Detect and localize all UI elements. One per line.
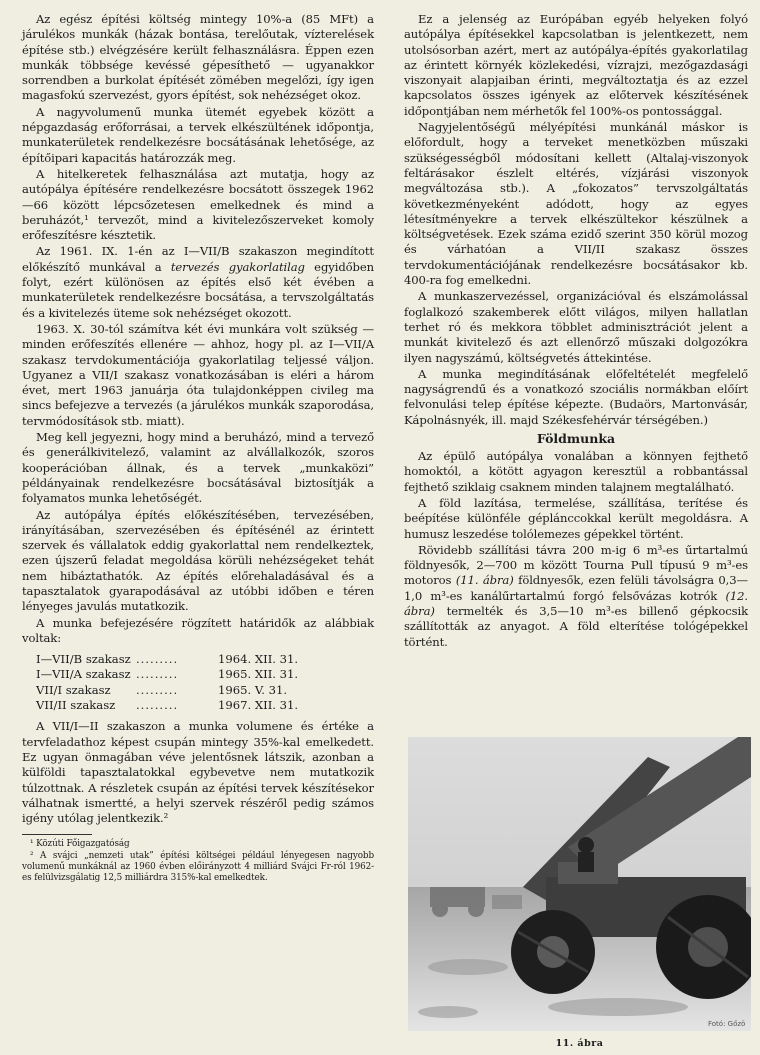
deadline-section: VII/I szakasz bbox=[36, 682, 111, 697]
section-heading: Földmunka bbox=[536, 431, 616, 447]
right-column bbox=[404, 12, 748, 650]
paragraph: Nagyjelentőségű mélyépítési munkánál máskor is előfordult, hogy a terveket menetközben műszaki szükségességből módosítani kellett (Altalaj-viszonyok feltárásakor észlelt eltérés, vízjárási viszonyok megváltozása stb.). A „fokozatos” tervszolgáltatás következményeként adódott, hogy az egyes létesítményekre a tervek elkészültekor készülnek a költségvetések. Ezek száma ezidő szerint 350 körül mozog és várhatóan a VII/II szakasz összes tervdokumentációjának rendelkezésre bocsátásakor kb. 400-ra fog emelkedni. bbox=[404, 120, 748, 288]
deadline-date: 1965. V. 31. bbox=[218, 682, 288, 697]
left-paragraphs-after bbox=[22, 719, 374, 826]
paragraph: A hitelkeretek felhasználása azt mutatja, hogy az autópálya építésére rendelkezésre bocsátott összegek 1962—66 között lépcsőzetesen emelkednek és mind a beruházót,¹ tervezőt, mind a kivitelezőszerveket komoly erőfeszítésre késztetik. bbox=[22, 166, 374, 243]
paragraph: A nagyvolumenű munka ütemét egyebek között a népgazdaság erőforrásai, a tervek elkészültének időpontja, munkaterületek rendelkezésre bocsátásának lehetősége, az építőipari kapacitás határozzák meg. bbox=[22, 104, 374, 165]
deadline-section: I—VII/B szakasz bbox=[36, 652, 131, 667]
deadline-row bbox=[36, 683, 302, 698]
deadlines-table bbox=[36, 652, 302, 713]
left-paragraphs bbox=[22, 12, 374, 646]
right-paragraphs-after bbox=[404, 449, 748, 650]
paragraph: Ez a jelenség az Európában egyéb helyeken folyó autópálya építésekkel kapcsolatban is jelentkezett, nem utolsósorban azért, mert az autópálya-építés gyakorlatilag az érintett környék közlekedési, vízrajzi, mezőgazdasági viszonyait alapjaiban érinti, megváltoztatja és az ezzel kapcsolatos összes igények az előtervek készítésének időpontjában nem mérhetők fel 100%-os pontossággal. bbox=[404, 12, 748, 118]
paragraph: A föld lazítása, termelése, szállítása, terítése és beépítése különféle géplánccokkal került megoldásra. A humusz leszedése tolólemezes gépekkel történt. bbox=[404, 495, 748, 541]
footnote: ¹ Közúti Főigazgatóság bbox=[30, 839, 130, 850]
deadline-row bbox=[36, 698, 302, 713]
deadline-date: 1965. XII. 31. bbox=[218, 667, 299, 682]
paragraph: A munka befejezésére rögzített határidők az alábbiak voltak: bbox=[22, 615, 374, 645]
deadline-row bbox=[36, 652, 302, 667]
paragraph: Meg kell jegyezni, hogy mind a beruházó, mind a tervező és generálkivitelező, valamint az alvállalkozók, szoros kooperációban állnak, és a tervek „munkaközi” példányainak rendelkezésre bocsátásával biztosítják a folyamatos munka lehetőségét. bbox=[22, 430, 374, 506]
footnote-rule bbox=[22, 834, 92, 835]
scraper-photo bbox=[408, 737, 751, 1031]
deadline-row bbox=[36, 667, 302, 682]
figure-caption: 11. ábra bbox=[555, 1038, 604, 1049]
paragraph: Rövidebb szállítási távra 200 m-ig 6 m³-es űrtartalmú földnyesők, 2—700 m között Tourna Pull típusú 9 m³-es motoros (11. ábra) földnyesők, ezen felüli távolságra 0,3—1,0 m³-es kanálűrtartalmú forgó felsővázas kotrók (12. ábra) termelték és 3,5—10 m³-es billenő gépkocsik szállították az anyagot. A föld elterítése tológépekkel történt. bbox=[404, 542, 748, 649]
paragraph: Az egész építési költség mintegy 10%-a (85 MFt) a járulékos munkák (házak bontása, terelőutak, vízterelések építése stb.) elvégzésére került felhasználásra. Éppen ezen munkák többsége kevéssé gépesíthető — ugyanakkor sorrendben a burkolat építését zömében megelőzi, így igen magasfokú szervezést, gyors építést, sok nehézséget okoz. bbox=[22, 12, 374, 103]
paragraph: Az autópálya építés előkészítésében, tervezésében, irányításában, szervezésében és építésénél az érintett szervek és vállalatok eddig gyakorlattal nem rendelkeztek, ezen újszerű feladat megoldása körüli nehézségeket tehát nem hibáztathatók. Az építés előrehaladásával és a tapasztalatok gyarapodásával az utóbbi időben e téren lényeges javulás mutatkozik. bbox=[22, 507, 374, 614]
paragraph: Az 1961. IX. 1-én az I—VII/B szakaszon megindított előkészítő munkával a tervezés gyakorlatilag egyidőben folyt, ezért különösen az építés első két évében a munkaterületek rendelkezésre bocsátása, a tervszolgáltatás és a kivitelezés üteme sok nehézséget okozott. bbox=[22, 244, 374, 320]
deadline-date: 1964. XII. 31. bbox=[218, 652, 299, 667]
right-paragraphs bbox=[404, 12, 748, 428]
paragraph: A munka megindításának előfeltételét megfelelő nagyságrendű és a vonatkozó szociális normákban előírt felvonulási telep építése képezte. (Budaörs, Martonvásár, Kápolnásnyék, ill. majd Székesfehérvár térségében.) bbox=[404, 366, 748, 427]
paragraph: 1963. X. 30-tól számítva két évi munkára volt szükség — minden erőfeszítés ellenére — ahhoz, hogy pl. az I—VII/A szakasz tervdokumentációja gyakorlatilag teljessé váljon. Ugyanez a VII/I szakasz vonatkozásában is eléri a három évet, mert 1963 januárja óta tulajdonképpen civileg ma sincs befejezve a tervezés (a járulékos munkák szaporodása, tervmódosítások stb. miatt). bbox=[22, 321, 374, 428]
deadline-section: I—VII/A szakasz bbox=[36, 667, 131, 682]
deadline-section: VII/II szakasz bbox=[36, 698, 116, 713]
deadline-dots: ......... bbox=[136, 698, 179, 713]
paragraph: A VII/I—II szakaszon a munka volumene és értéke a tervfeladathoz képest csupán mintegy 35%-kal emelkedett. Ez ugyan önmagában véve jelentősnek látszik, azonban a külföldi tapasztalatokkal egybevetve nem mutatkozik túlzottnak. A részletek csupán az építési tervek készítésekor válhatnak ismertté, a helyi szervek részéről pedig számos igény utólag jelentkezik.² bbox=[22, 719, 374, 826]
deadline-dots: ......... bbox=[136, 652, 179, 667]
deadline-date: 1967. XII. 31. bbox=[218, 698, 299, 713]
paragraph: A munkaszervezéssel, organizációval és elszámolással foglalkozó szakemberek előtt világos, milyen hallatlan terhet ró és mekkora többlet adminisztrációt jelent a munkát kivitelező és azt ellenőrző műszaki dolgozókra ilyen nagyszámú, költségvetés áttekintése. bbox=[404, 289, 748, 365]
photo-credit: Fotó: Gőzö bbox=[708, 1020, 746, 1028]
deadline-dots: ......... bbox=[136, 667, 179, 682]
footnotes bbox=[22, 839, 374, 884]
deadline-dots: ......... bbox=[136, 682, 179, 697]
paragraph: Az épülő autópálya vonalában a könnyen fejthető homoktól, a kötött agyagon keresztül a robbantással fejthető sziklaig csaknem minden talajnem megtalálható. bbox=[404, 449, 748, 494]
left-column bbox=[22, 12, 374, 884]
footnote: ² A svájci „nemzeti utak” építési költségei például lényegesen nagyobb volumenű munkáknál az 1960 évben előirányzott 4 milliárd Svájci Fr-ról 1962-es felülvizsgálatig 12,5 milliárdra 315%-kal emelkedtek. bbox=[22, 850, 374, 884]
